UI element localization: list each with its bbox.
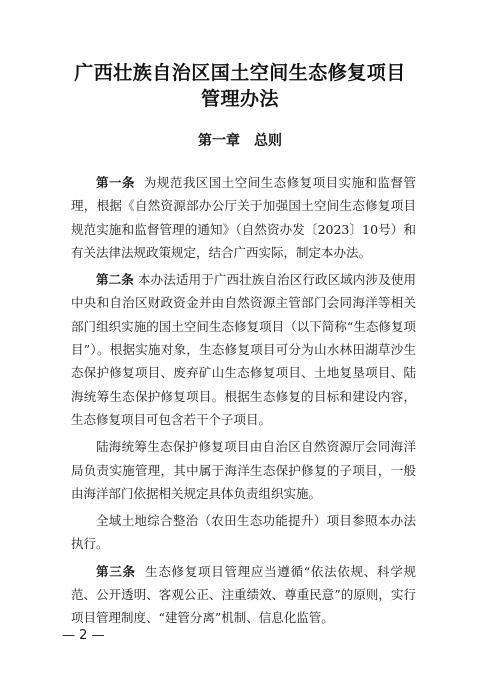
article-lead: 第二条 — [96, 272, 134, 288]
document-body — [71, 171, 416, 630]
article-lead: 第一条 — [96, 175, 135, 190]
chapter-number: 第一章 — [198, 133, 240, 149]
article-text: 本办法适用于广西壮族自治区行政区域内涉及使用中央和自治区财政资金并由自然资源主管部门会同海洋等相关部门组织实施的国土空间生态修复项目（以下简称“生态修复项目”）。根据实施对象，生态修复项目可分为山水林田湖草沙生态保护修复项目、废弃矿山生态修复项目、土地复垦项目、陆海统筹生态保护修复项目。根据生态修复的目标和建设内容，生态修复项目可包含若干个子项目。 — [71, 272, 416, 427]
chapter-title: 总则 — [254, 133, 282, 149]
page-number: — 2 — — [62, 628, 105, 643]
document-title-line-2: 管理办法 — [200, 88, 279, 110]
article-3 — [71, 560, 416, 630]
paragraph-text: 陆海统筹生态保护修复项目由自治区自然资源厅会同海洋局负责实施管理，其中属于海洋生态保护修复的子项目，一般由海洋部门依据相关规定具体负责组织实施。 — [71, 439, 416, 501]
paragraph-text: 全域土地综合整治（农田生态功能提升）项目参照本办法执行。 — [71, 513, 416, 552]
article-text: 为规范我区国土空间生态修复项目实施和监督管理，根据《自然资源部办公厅关于加强国土空间生态修复项目规范实施和监督管理的通知》（自然资办发〔2023〕10号）和有关法律法规政策规定，结合广西实际，制定本办法。 — [71, 175, 416, 260]
article-1 — [71, 171, 416, 264]
document-title-line-1: 广西壮族自治区国土空间生态修复项目 — [74, 62, 406, 84]
article-lead: 第三条 — [96, 563, 136, 579]
article-text: 生态修复项目管理应当遵循“依法依规、科学规范、公开透明、客观公正、注重绩效、尊重民意”的原则，实行项目管理制度、“建管分离”机制、信息化监管。 — [71, 563, 416, 626]
chapter-heading — [0, 130, 480, 150]
article-2 — [71, 268, 416, 431]
paragraph — [71, 435, 416, 505]
paragraph — [71, 509, 416, 556]
